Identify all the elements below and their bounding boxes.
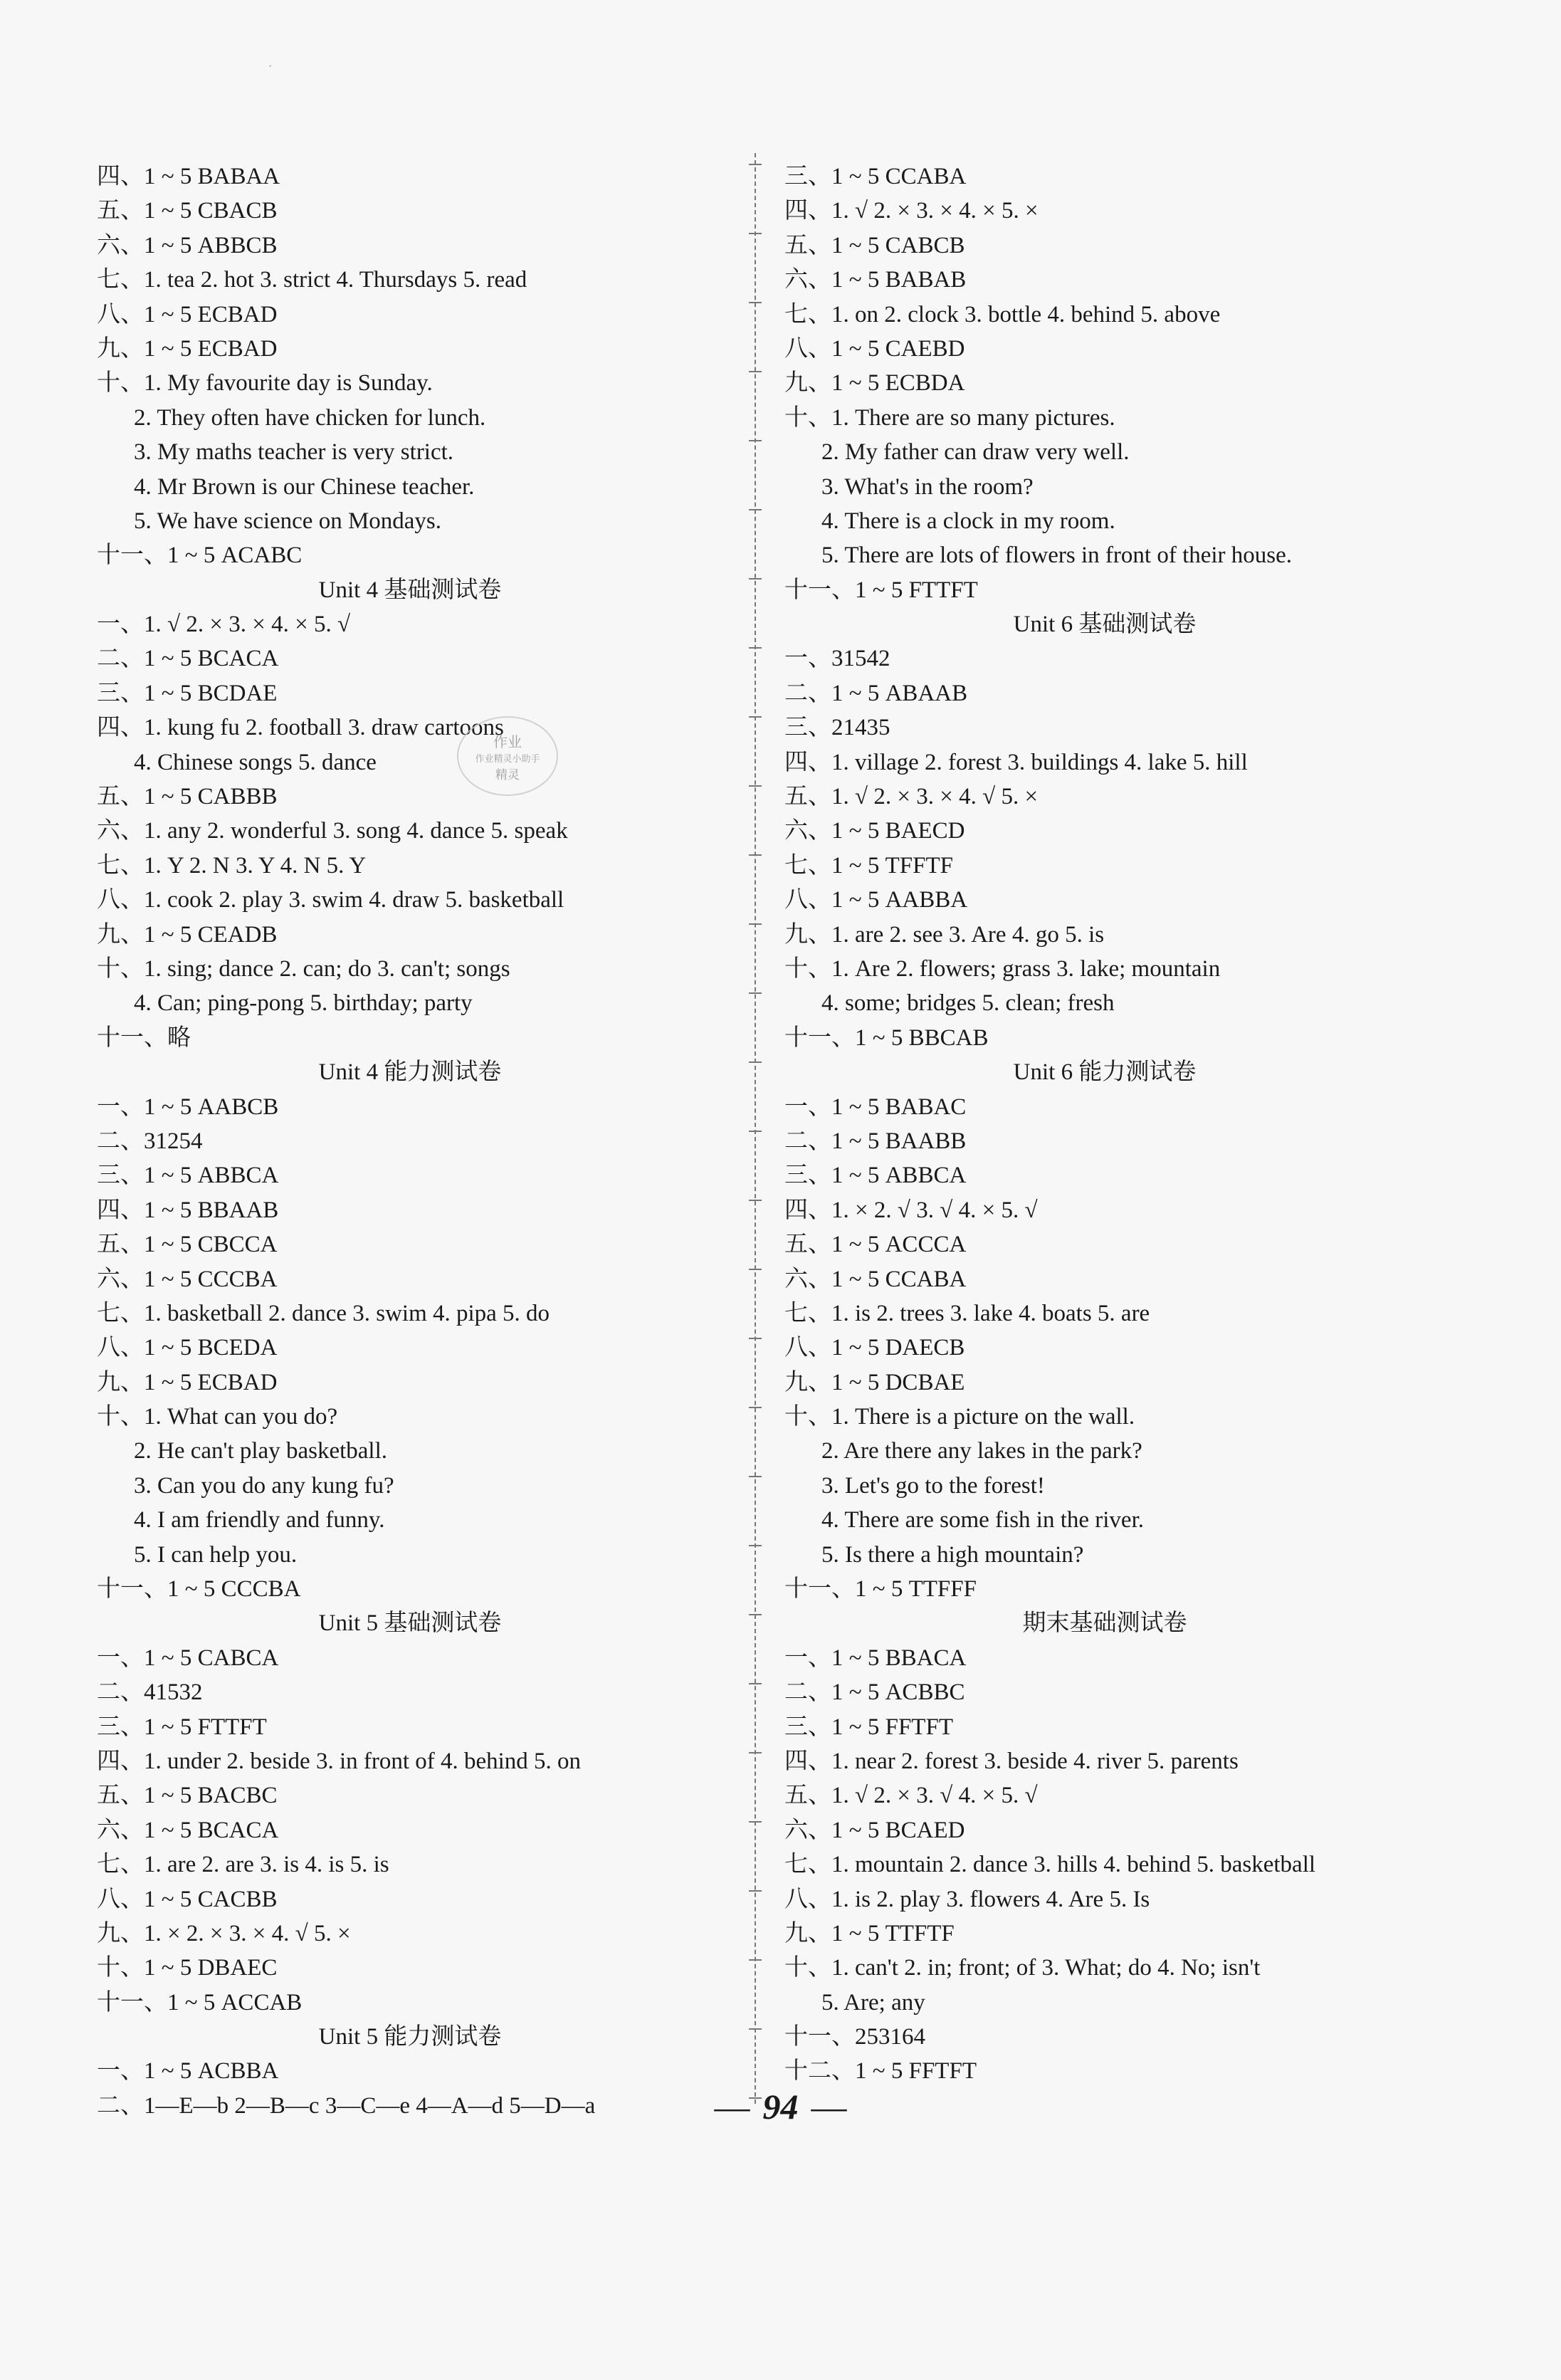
right-answer-line: 5. Are; any bbox=[821, 1989, 925, 2015]
divider-tick bbox=[749, 785, 762, 787]
right-answer-line: 十一、253164 bbox=[784, 2024, 925, 2050]
left-answer-line: 二、1 ~ 5 BCACA bbox=[97, 646, 279, 672]
divider-tick bbox=[749, 1476, 762, 1477]
left-answer-line: 5. I can help you. bbox=[134, 1541, 298, 1568]
divider-tick bbox=[749, 509, 762, 510]
left-answer-line: 三、1 ~ 5 FTTFT bbox=[97, 1714, 267, 1740]
left-answer-line: 十、1. sing; dance 2. can; do 3. can't; songs bbox=[97, 955, 510, 982]
left-answer-line: 八、1 ~ 5 BCEDA bbox=[97, 1335, 278, 1361]
left-answer-line: 4. Can; ping-pong 5. birthday; party bbox=[134, 990, 473, 1017]
left-answer-line: 五、1 ~ 5 CBCCA bbox=[97, 1232, 278, 1258]
divider-tick bbox=[749, 1269, 762, 1270]
right-answer-line: 五、1 ~ 5 ACCCA bbox=[784, 1232, 967, 1258]
left-answer-line: 九、1. × 2. × 3. × 4. √ 5. × bbox=[97, 1920, 351, 1946]
left-answer-line: 4. Chinese songs 5. dance bbox=[134, 749, 377, 775]
left-answer-line: 七、1. are 2. are 3. is 4. is 5. is bbox=[97, 1852, 389, 1878]
right-answer-line: 二、1 ~ 5 BAABB bbox=[784, 1128, 967, 1154]
right-answer-line: 四、1. √ 2. × 3. × 4. × 5. × bbox=[784, 198, 1039, 224]
left-answer-column bbox=[97, 159, 723, 2123]
left-answer-line: 二、31254 bbox=[97, 1128, 203, 1154]
right-section-heading: Unit 6 能力测试卷 bbox=[1013, 1059, 1197, 1086]
divider-tick bbox=[749, 1683, 762, 1684]
right-answer-column bbox=[784, 159, 1425, 2089]
right-answer-line: 八、1 ~ 5 DAECB bbox=[784, 1335, 965, 1361]
divider-tick bbox=[749, 1890, 762, 1892]
right-answer-line: 九、1 ~ 5 DCBAE bbox=[784, 1369, 965, 1395]
left-answer-line: 一、1 ~ 5 CABCA bbox=[97, 1645, 279, 1671]
left-answer-line: 十一、略 bbox=[97, 1024, 191, 1051]
right-answer-line: 5. Is there a high mountain? bbox=[821, 1541, 1084, 1568]
right-answer-line: 七、1. mountain 2. dance 3. hills 4. behind 5. basketball bbox=[784, 1852, 1316, 1878]
divider-tick bbox=[749, 647, 762, 649]
right-answer-line: 三、1 ~ 5 CCABA bbox=[784, 164, 967, 189]
divider-tick bbox=[749, 371, 762, 372]
left-answer-line: 十、1 ~ 5 DBAEC bbox=[97, 1955, 278, 1981]
right-answer-line: 八、1. is 2. play 3. flowers 4. Are 5. Is bbox=[784, 1886, 1150, 1912]
left-answer-line: 三、1 ~ 5 ABBCA bbox=[97, 1163, 279, 1189]
right-answer-line: 十、1. There is a picture on the wall. bbox=[784, 1404, 1135, 1430]
divider-tick bbox=[749, 1821, 762, 1823]
right-answer-line: 九、1. are 2. see 3. Are 4. go 5. is bbox=[784, 921, 1105, 948]
left-answer-line: 六、1. any 2. wonderful 3. song 4. dance 5. speak bbox=[97, 818, 568, 844]
right-answer-line: 十、1. can't 2. in; front; of 3. What; do 4. No; isn't bbox=[784, 1955, 1261, 1981]
right-answer-line: 七、1 ~ 5 TFFTF bbox=[784, 852, 953, 879]
divider-tick bbox=[749, 1407, 762, 1408]
left-answer-line: 九、1 ~ 5 CEADB bbox=[97, 921, 278, 948]
right-answer-line: 六、1 ~ 5 CCABA bbox=[784, 1266, 967, 1292]
divider-tick bbox=[749, 440, 762, 441]
right-answer-line: 六、1 ~ 5 BAECD bbox=[784, 818, 965, 844]
right-answer-line: 十、1. Are 2. flowers; grass 3. lake; mountain bbox=[784, 955, 1221, 982]
divider-tick bbox=[749, 923, 762, 925]
right-answer-line: 三、1 ~ 5 FFTFT bbox=[784, 1714, 953, 1740]
right-answer-line: 十一、1 ~ 5 TTFFF bbox=[784, 1576, 977, 1603]
left-answer-line: 十、1. What can you do? bbox=[97, 1404, 338, 1430]
right-answer-line: 三、21435 bbox=[784, 715, 890, 741]
stamp-line-1: 作业 bbox=[493, 733, 522, 750]
left-answer-line: 3. Can you do any kung fu? bbox=[134, 1472, 394, 1499]
right-answer-line: 四、1. × 2. √ 3. √ 4. × 5. √ bbox=[784, 1197, 1038, 1223]
divider-tick bbox=[749, 1959, 762, 1961]
left-answer-line: 2. He can't play basketball. bbox=[134, 1438, 387, 1464]
left-answer-line: 七、1. basketball 2. dance 3. swim 4. pipa 5. do bbox=[97, 1300, 550, 1326]
right-answer-line: 六、1 ~ 5 BABAB bbox=[784, 267, 967, 293]
left-answer-line: 4. I am friendly and funny. bbox=[134, 1507, 385, 1534]
right-answer-line: 五、1. √ 2. × 3. × 4. √ 5. × bbox=[784, 784, 1039, 810]
left-answer-line: 一、1 ~ 5 AABCB bbox=[97, 1094, 279, 1120]
left-answer-line: 十一、1 ~ 5 CCCBA bbox=[97, 1576, 301, 1603]
left-answer-line: 二、41532 bbox=[97, 1679, 203, 1706]
left-section-heading: Unit 5 能力测试卷 bbox=[318, 2024, 502, 2050]
right-section-heading: 期末基础测试卷 bbox=[1022, 1610, 1187, 1637]
left-answer-line: 八、1. cook 2. play 3. swim 4. draw 5. basketball bbox=[97, 887, 564, 913]
right-answer-line: 八、1 ~ 5 AABBA bbox=[784, 887, 968, 913]
left-answer-line: 四、1 ~ 5 BABAA bbox=[97, 164, 280, 189]
divider-tick bbox=[749, 716, 762, 718]
right-answer-line: 十一、1 ~ 5 BBCAB bbox=[784, 1024, 989, 1051]
right-answer-line: 4. There are some fish in the river. bbox=[821, 1507, 1144, 1534]
left-answer-line: 十一、1 ~ 5 ACABC bbox=[97, 542, 303, 569]
right-answer-line: 二、1 ~ 5 ABAAB bbox=[784, 680, 968, 706]
divider-tick bbox=[749, 1545, 762, 1546]
left-answer-line: 六、1 ~ 5 BCACA bbox=[97, 1817, 279, 1843]
left-answer-line: 八、1 ~ 5 ECBAD bbox=[97, 301, 278, 327]
right-answer-line: 十、1. There are so many pictures. bbox=[784, 404, 1115, 431]
left-answer-line: 五、1 ~ 5 CBACB bbox=[97, 198, 278, 224]
right-answer-line: 四、1. near 2. forest 3. beside 4. river 5. parents bbox=[784, 1748, 1239, 1774]
left-answer-line: 5. We have science on Mondays. bbox=[134, 508, 442, 534]
stamp-line-3: 精灵 bbox=[495, 767, 520, 782]
divider-tick bbox=[749, 2028, 762, 2030]
left-answer-line: 四、1. under 2. beside 3. in front of 4. behind 5. on bbox=[97, 1748, 582, 1774]
left-section-heading: Unit 4 能力测试卷 bbox=[318, 1059, 502, 1086]
left-answer-line: 七、1. Y 2. N 3. Y 4. N 5. Y bbox=[97, 852, 367, 879]
left-answer-line: 一、1. √ 2. × 3. × 4. × 5. √ bbox=[97, 612, 351, 638]
divider-tick bbox=[749, 1200, 762, 1201]
right-answer-line: 3. Let's go to the forest! bbox=[821, 1472, 1045, 1499]
left-answer-line: 九、1 ~ 5 ECBAD bbox=[97, 335, 278, 362]
right-answer-line: 三、1 ~ 5 ABBCA bbox=[784, 1163, 967, 1189]
left-answer-line: 五、1 ~ 5 CABBB bbox=[97, 784, 278, 810]
left-answer-line: 八、1 ~ 5 CACBB bbox=[97, 1886, 278, 1912]
right-answer-line: 九、1 ~ 5 ECBDA bbox=[784, 370, 965, 397]
right-answer-line: 4. some; bridges 5. clean; fresh bbox=[821, 990, 1115, 1017]
right-answer-line: 四、1. village 2. forest 3. buildings 4. lake 5. hill bbox=[784, 749, 1248, 775]
right-answer-line: 一、31542 bbox=[784, 646, 890, 672]
right-answer-line: 5. There are lots of flowers in front of their house. bbox=[821, 542, 1293, 569]
left-section-heading: Unit 4 基础测试卷 bbox=[318, 577, 502, 603]
divider-tick bbox=[749, 1131, 762, 1132]
left-answer-line: 十一、1 ~ 5 ACCAB bbox=[97, 1989, 303, 2015]
left-answer-line: 十、1. My favourite day is Sunday. bbox=[97, 370, 433, 397]
right-answer-line: 3. What's in the room? bbox=[821, 473, 1034, 500]
right-answer-line: 六、1 ~ 5 BCAED bbox=[784, 1817, 965, 1843]
page-number: 94 bbox=[762, 2087, 799, 2127]
left-answer-line: 七、1. tea 2. hot 3. strict 4. Thursdays 5. read bbox=[97, 267, 527, 293]
divider-tick bbox=[749, 233, 762, 234]
right-answer-line: 二、1 ~ 5 ACBBC bbox=[784, 1679, 965, 1706]
left-answer-line: 一、1 ~ 5 ACBBA bbox=[97, 2058, 279, 2085]
right-answer-line: 五、1. √ 2. × 3. √ 4. × 5. √ bbox=[784, 1783, 1038, 1809]
divider-tick bbox=[749, 164, 762, 165]
divider-tick bbox=[749, 1614, 762, 1615]
divider-tick bbox=[749, 1061, 762, 1063]
page-number-footer: — 94 — bbox=[714, 2087, 847, 2127]
page-mark: · bbox=[268, 57, 273, 75]
left-answer-line: 3. My maths teacher is very strict. bbox=[134, 439, 454, 466]
right-answer-line: 十一、1 ~ 5 FTTFT bbox=[784, 577, 978, 603]
left-answer-line: 4. Mr Brown is our Chinese teacher. bbox=[134, 473, 475, 500]
divider-tick bbox=[749, 1752, 762, 1753]
left-answer-line: 五、1 ~ 5 BACBC bbox=[97, 1783, 278, 1809]
divider-tick bbox=[749, 854, 762, 856]
column-divider bbox=[755, 153, 756, 2104]
right-answer-line: 4. There is a clock in my room. bbox=[821, 508, 1115, 534]
right-answer-line: 八、1 ~ 5 CAEBD bbox=[784, 335, 965, 362]
right-answer-line: 十二、1 ~ 5 FFTFT bbox=[784, 2058, 977, 2085]
left-answer-line: 2. They often have chicken for lunch. bbox=[134, 404, 486, 431]
right-answer-line: 一、1 ~ 5 BBACA bbox=[784, 1645, 967, 1671]
left-answer-line: 九、1 ~ 5 ECBAD bbox=[97, 1369, 278, 1395]
right-answer-line: 五、1 ~ 5 CABCB bbox=[784, 232, 965, 258]
divider-tick bbox=[749, 1338, 762, 1339]
right-answer-line: 七、1. on 2. clock 3. bottle 4. behind 5. above bbox=[784, 301, 1221, 327]
left-answer-line: 四、1 ~ 5 BBAAB bbox=[97, 1197, 279, 1223]
right-answer-line: 2. My father can draw very well. bbox=[821, 439, 1130, 466]
left-answer-line: 二、1—E—b 2—B—c 3—C—e 4—A—d 5—D—a bbox=[97, 2092, 596, 2119]
divider-tick bbox=[749, 302, 762, 303]
left-section-heading: Unit 5 基础测试卷 bbox=[318, 1610, 502, 1637]
left-answer-line: 四、1. kung fu 2. football 3. draw cartoons bbox=[97, 715, 504, 741]
watermark-stamp bbox=[457, 716, 558, 796]
left-answer-line: 六、1 ~ 5 CCCBA bbox=[97, 1266, 278, 1292]
right-section-heading: Unit 6 基础测试卷 bbox=[1013, 612, 1197, 638]
left-answer-line: 六、1 ~ 5 ABBCB bbox=[97, 232, 278, 258]
right-answer-line: 七、1. is 2. trees 3. lake 4. boats 5. are bbox=[784, 1300, 1150, 1326]
divider-tick bbox=[749, 992, 762, 994]
right-answer-line: 2. Are there any lakes in the park? bbox=[821, 1438, 1142, 1464]
right-answer-line: 九、1 ~ 5 TTFTF bbox=[784, 1920, 955, 1946]
left-answer-line: 三、1 ~ 5 BCDAE bbox=[97, 680, 278, 706]
right-answer-line: 一、1 ~ 5 BABAC bbox=[784, 1094, 967, 1120]
stamp-line-2: 作业精灵小助手 bbox=[475, 753, 540, 765]
divider-tick bbox=[749, 578, 762, 580]
